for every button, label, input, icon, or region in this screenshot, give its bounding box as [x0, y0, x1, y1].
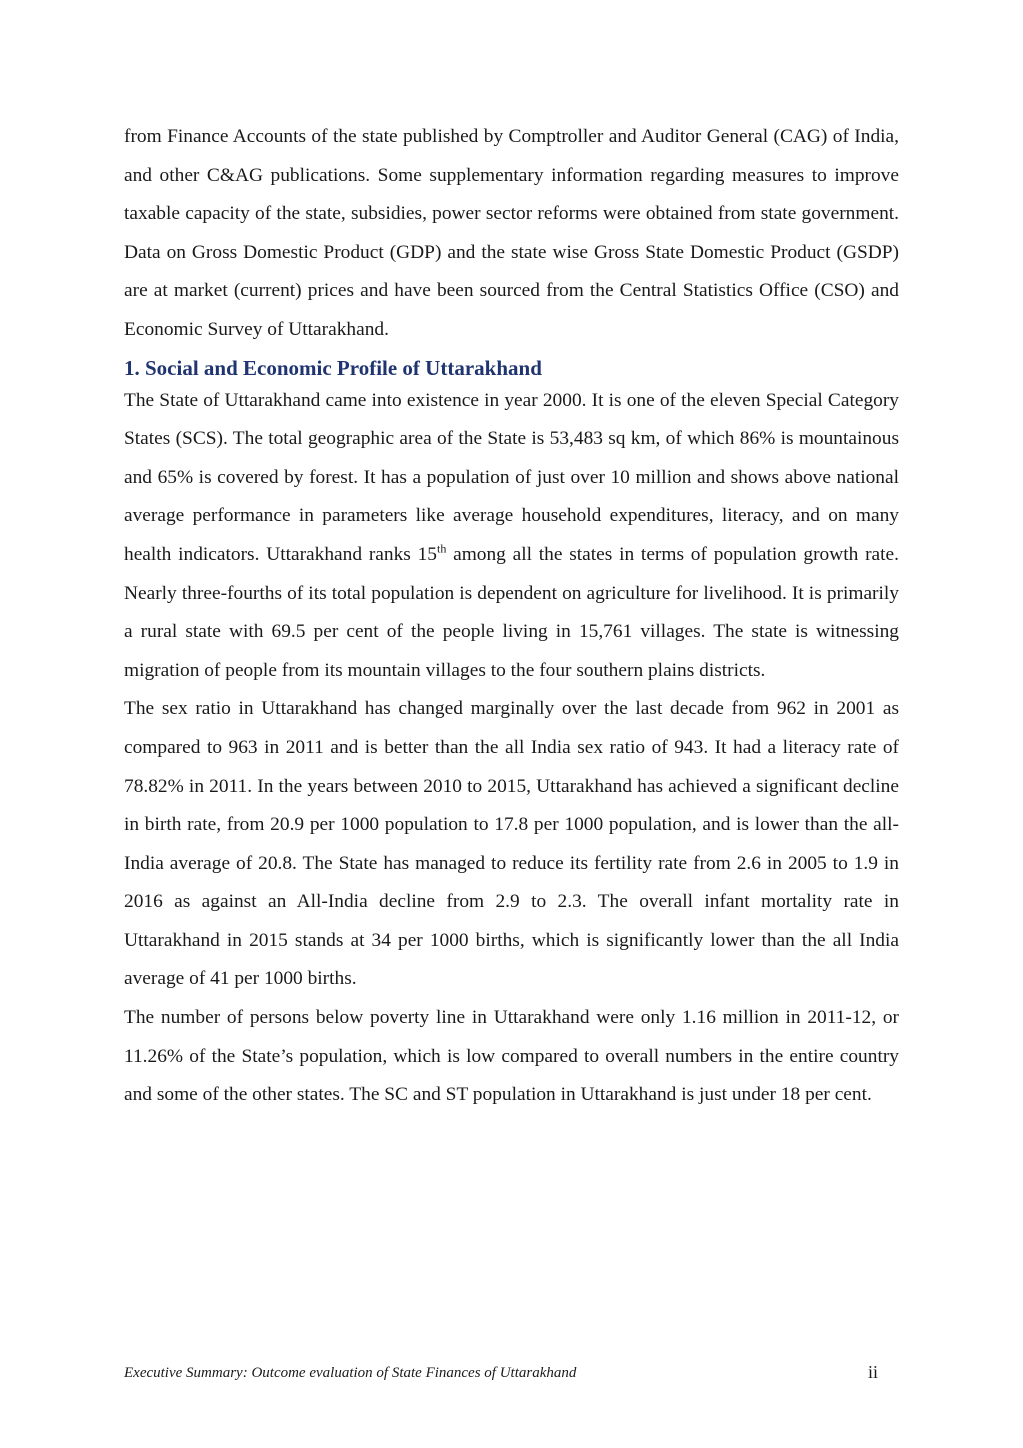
ordinal-superscript: th: [436, 541, 447, 556]
page-number: ii: [868, 1362, 879, 1382]
document-page: [124, 118, 899, 1115]
profile-text-end: among all the states in terms of population growth rate. Nearly three-fourths of its total population is dependent on agriculture for livelihood. It is primarily a rural state with 69.5 per cent of the people living in 15,761 villages. The state is witnessing migration of people from its mountain villages to the four southern plains districts.: [124, 543, 899, 681]
profile-text-start: The State of Uttarakhand came into existence in year 2000. It is one of the eleven Special Category States (SCS). The total geographic area of the State is 53,483 sq km, of which 86% is mountainous and 65% is covered by forest. It has a population of just over 10 million and shows above national average performance in parameters like average household expenditures, literacy, and on many health indicators. Uttarakhand ranks 15: [124, 389, 899, 565]
page-footer: Executive Summary: Outcome evaluation of State Finances of Uttarakhand: [124, 1365, 577, 1381]
intro-paragraph: from Finance Accounts of the state published by Comptroller and Auditor General (CAG) of India, and other C&AG publications. Some supplementary information regarding measures to improve taxable capacity of the state, subsidies, power sector reforms were obtained from state government. Data on Gross Domestic Product (GDP) and the state wise Gross State Domestic Product (GSDP) are at market (current) prices and have been sourced from the Central Statistics Office (CSO) and Economic Survey of Uttarakhand.: [124, 126, 899, 340]
poverty-paragraph: The number of persons below poverty line in Uttarakhand were only 1.16 million in 2011-12, or 11.26% of the State’s population, which is low compared to overall numbers in the entire country and some of the other states. The SC and ST population in Uttarakhand is just under 18 per cent.: [124, 1007, 899, 1106]
section-heading: 1. Social and Economic Profile of Uttarakhand: [124, 355, 542, 380]
demographics-paragraph: The sex ratio in Uttarakhand has changed marginally over the last decade from 962 in 2001 as compared to 963 in 2011 and is better than the all India sex ratio of 943. It had a literacy rate of 78.82% in 2011. In the years between 2010 to 2015, Uttarakhand has achieved a significant decline in birth rate, from 20.9 per 1000 population to 17.8 per 1000 population, and is lower than the all-India average of 20.8. The State has managed to reduce its fertility rate from 2.6 in 2005 to 1.9 in 2016 as against an All-India decline from 2.9 to 2.3. The overall infant mortality rate in Uttarakhand in 2015 stands at 34 per 1000 births, which is significantly lower than the all India average of 41 per 1000 births.: [124, 698, 899, 990]
profile-paragraph: [124, 382, 899, 691]
